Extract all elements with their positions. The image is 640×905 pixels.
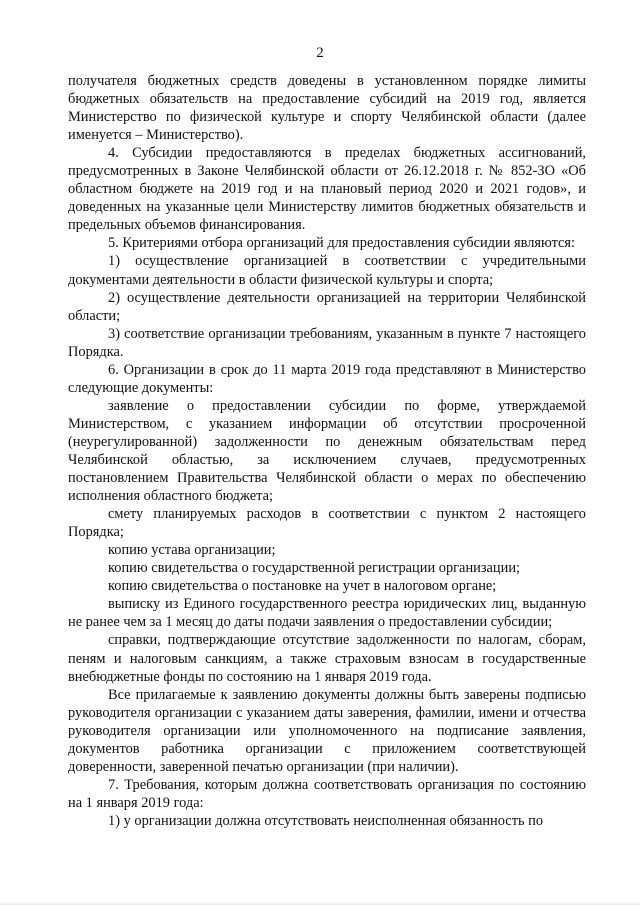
page-number: 2	[316, 45, 324, 61]
document-debt-certificates: справки, подтверждающие отсутствие задолженности по налогам, сборам, пеням и налоговым санкциям, а также страховым взносам в государственные внебюджетные фонды по состоянию на 1 января 2019 года.	[68, 632, 586, 685]
paragraph-item-7: 7. Требования, которым должна соответствовать организация по состоянию на 1 января 2019 года:	[68, 776, 586, 811]
requirement-1: 1) у организации должна отсутствовать неисполненная обязанность по	[108, 812, 544, 829]
paragraph-item-6: 6. Организации в срок до 11 марта 2019 года представляют в Министерство следующие документы:	[68, 361, 586, 396]
document-registry-extract: выписку из Единого государственного реестра юридических лиц, выданную не ранее чем за 1 месяц до даты подачи заявления о предоставлении субсидии;	[68, 596, 586, 631]
criterion-2: 2) осуществление деятельности организацией на территории Челябинской области;	[68, 289, 586, 324]
document-registration-copy: копию свидетельства о государственной регистрации организации;	[108, 560, 521, 577]
document-estimate: смету планируемых расходов в соответствии с пунктом 2 настоящего Порядка;	[68, 506, 586, 541]
paragraph-continuation: получателя бюджетных средств доведены в установленном порядке лимиты бюджетных обязательств на предоставление субсидий на 2019 год, является Министерство по физической культуре и спорту Челябинской области (далее именуется – Министерство).	[68, 73, 586, 144]
criterion-3: 3) соответствие организации требованиям, указанным в пункте 7 настоящего Порядка.	[68, 325, 586, 360]
document-body	[68, 72, 586, 830]
paragraph-item-5: 5. Критериями отбора организаций для предоставления субсидии являются:	[108, 235, 576, 252]
paragraph-item-4: 4. Субсидии предоставляются в пределах бюджетных ассигнований, предусмотренных в Законе Челябинской области от 26.12.2018 г. № 852-ЗО «Об областном бюджете на 2019 год и на плановый период 2020 и 2021 годов», и доведенных на указанные цели Министерству лимитов бюджетных обязательств и предельных объемов финансирования.	[68, 145, 586, 234]
criterion-1: 1) осуществление организацией в соответствии с учредительными документами деятельности в области физической культуры и спорта;	[68, 253, 586, 288]
document-charter-copy: копию устава организации;	[108, 542, 276, 559]
document-certification-rule: Все прилагаемые к заявлению документы должны быть заверены подписью руководителя организации с указанием даты заверения, фамилии, имени и отчества руководителя организации или уполномоченного на подписание заявления, документов работника организации с приложением соответствующей доверенности, заверенной печатью организации (при наличии).	[68, 686, 586, 775]
document-application: заявление о предоставлении субсидии по форме, утверждаемой Министерством, с указанием информации об отсутствии просроченной (неурегулированной) задолженности по денежным обязательствам перед Челябинской областью, за исключением случаев, предусмотренных постановлением Правительства Челябинской области о мерах по обеспечению исполнения областного бюджета;	[68, 397, 586, 505]
document-tax-registration-copy: копию свидетельства о постановке на учет в налоговом органе;	[108, 578, 497, 595]
